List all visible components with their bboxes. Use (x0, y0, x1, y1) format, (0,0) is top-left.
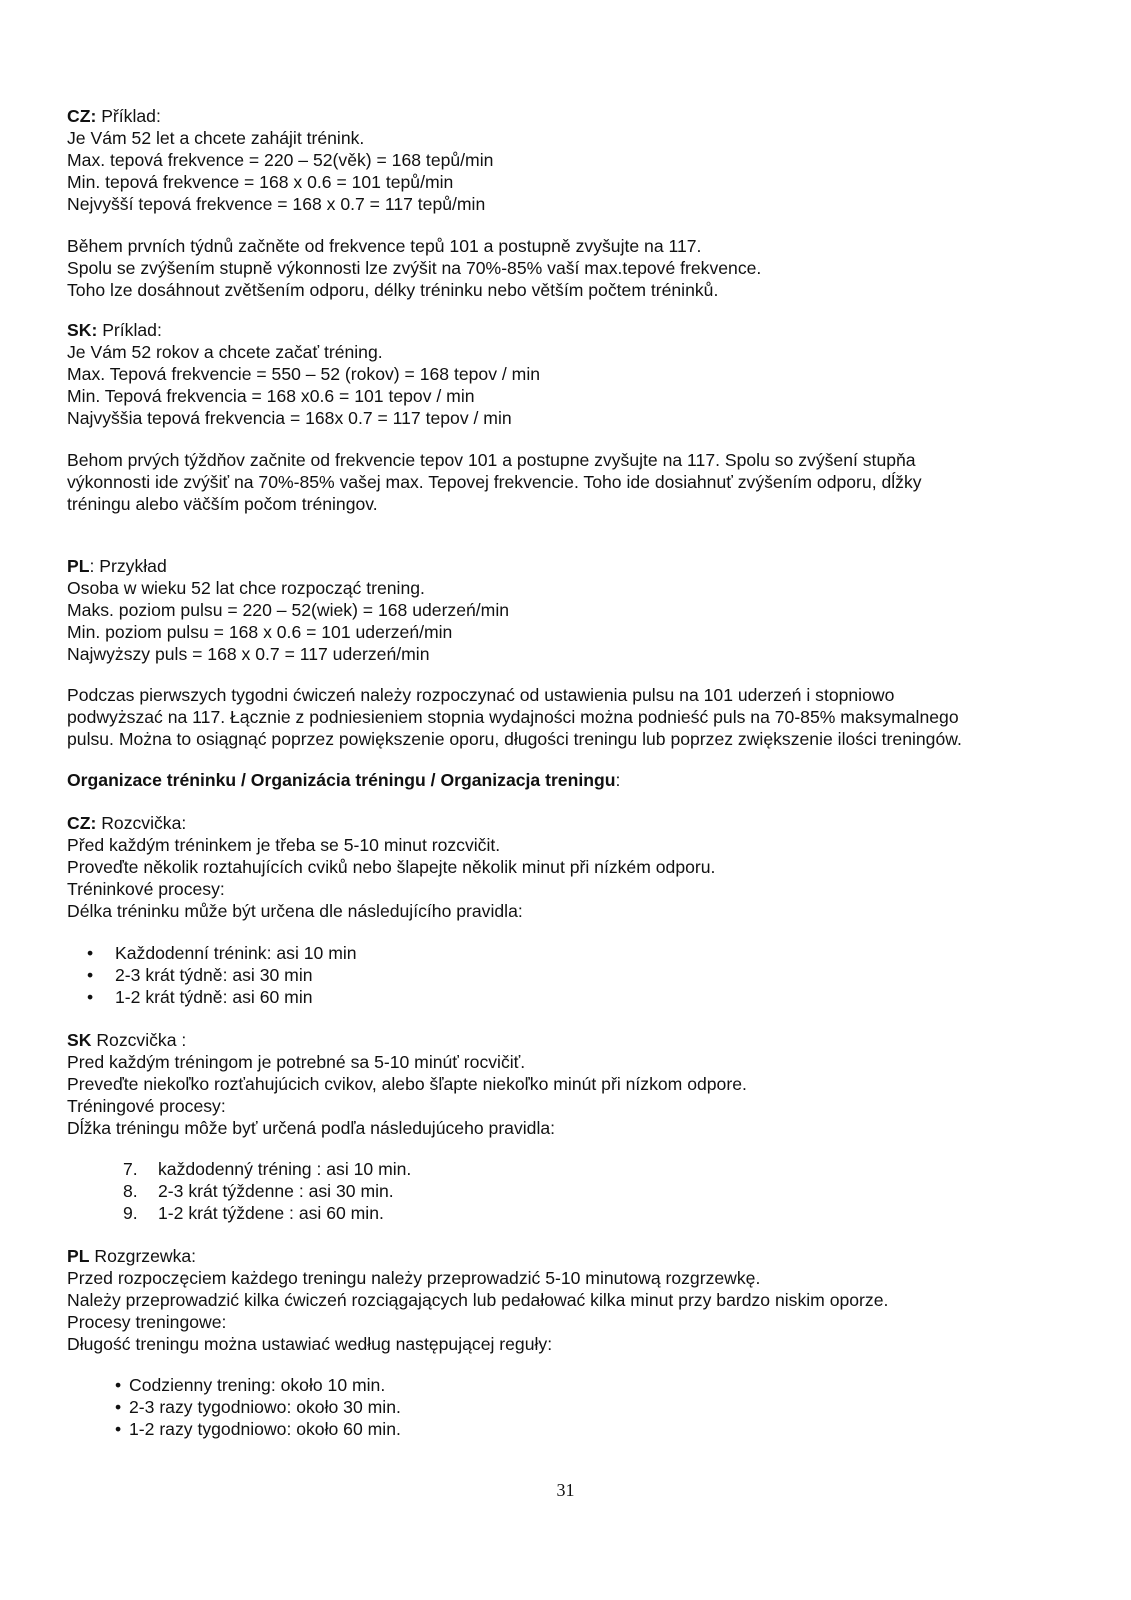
list-item: • Každodenní trénink: asi 10 min (87, 943, 357, 963)
list-item: • 2-3 razy tygodniowo: około 30 min. (115, 1397, 401, 1417)
sk-example-section (67, 319, 1067, 429)
cz-example-line: Je Vám 52 let a chcete zahájit trénink. (67, 128, 365, 148)
sk-warmup-numbered-list (67, 1158, 1067, 1224)
bullet-icon: • (115, 1375, 122, 1395)
organization-heading: Organizace tréninku / Organizácia tréningu / Organizacja treningu: (67, 770, 621, 790)
bullet-icon: • (87, 965, 94, 985)
cz-example-line: Nejvyšší tepová frekvence = 168 x 0.7 = 117 tepů/min (67, 194, 486, 214)
sk-warmup-line: Tréningové procesy: (67, 1096, 226, 1116)
paragraph-line: Behom prvých týždňov začnite od frekvencie tepov 101 a postupne zvyšujte na 117. Spolu so zvýšení stupňa (67, 450, 916, 470)
cz-example-line: Max. tepová frekvence = 220 – 52(věk) = 168 tepů/min (67, 150, 494, 170)
sk-example-paragraph (67, 449, 1067, 515)
bullet-icon: • (87, 943, 94, 963)
cz-example-paragraph (67, 235, 1067, 301)
list-item: 7. každodenný tréning : asi 10 min. (123, 1159, 412, 1179)
pl-example-heading: PL: Przykład (67, 556, 167, 576)
paragraph-line: Spolu se zvýšením stupně výkonnosti lze zvýšit na 70%-85% vaší max.tepové frekvence. (67, 258, 762, 278)
pl-warmup-line: Procesy treningowe: (67, 1312, 227, 1332)
bullet-icon: • (115, 1419, 122, 1439)
cz-warmup-line: Délka tréninku může být určena dle následujícího pravidla: (67, 901, 523, 921)
pl-warmup-bullets (67, 1374, 1067, 1440)
sk-warmup-heading: SK Rozcvička : (67, 1030, 187, 1050)
bullet-icon: • (87, 987, 94, 1007)
paragraph-line: výkonnosti ide zvýšiť na 70%-85% vašej max. Tepovej frekvencie. Toho ide dosiahnuť zvýšením odporu, dĺžky (67, 472, 922, 492)
sk-example-heading: SK: Príklad: (67, 320, 162, 340)
sk-warmup-line: Pred každým tréningom je potrebné sa 5-10 minúť rocvičiť. (67, 1052, 526, 1072)
pl-example-line: Najwyższy puls = 168 x 0.7 = 117 uderzeń/min (67, 644, 430, 664)
list-item: 8. 2-3 krát týždenne : asi 30 min. (123, 1181, 394, 1201)
cz-example-section (67, 105, 1067, 215)
pl-example-line: Osoba w wieku 52 lat chce rozpocząć trening. (67, 578, 425, 598)
cz-warmup-section (67, 812, 1067, 922)
bullet-icon: • (115, 1397, 122, 1417)
cz-warmup-bullets (67, 942, 1067, 1008)
list-item: • 1-2 razy tygodniowo: około 60 min. (115, 1419, 401, 1439)
list-item: • 2-3 krát týdně: asi 30 min (87, 965, 313, 985)
sk-warmup-section (67, 1029, 1067, 1139)
paragraph-line: Během prvních týdnů začněte od frekvence tepů 101 a postupně zvyšujte na 117. (67, 236, 702, 256)
sk-example-line: Min. Tepová frekvencia = 168 x0.6 = 101 tepov / min (67, 386, 475, 406)
sk-example-line: Najvyššia tepová frekvencia = 168x 0.7 = 117 tepov / min (67, 408, 512, 428)
cz-warmup-line: Před každým tréninkem je třeba se 5-10 minut rozcvičit. (67, 835, 501, 855)
cz-warmup-line: Proveďte několik roztahujících cviků nebo šlapejte několik minut při nízkém odporu. (67, 857, 716, 877)
cz-example-heading: CZ: Příklad: (67, 106, 161, 126)
paragraph-line: Podczas pierwszych tygodni ćwiczeń należy rozpoczynać od ustawienia pulsu na 101 uderzeń i stopniowo (67, 685, 895, 705)
pl-warmup-line: Długość treningu można ustawiać według następującej reguły: (67, 1334, 553, 1354)
page-number: 31 (556, 1480, 575, 1500)
pl-example-paragraph (67, 684, 1067, 750)
paragraph-line: tréningu alebo väčším počom tréningov. (67, 494, 378, 514)
paragraph-line: podwyższać na 117. Łącznie z podniesieniem stopnia wydajności można podnieść puls na 70-85% maksymalnego (67, 707, 959, 727)
sk-warmup-line: Preveďte niekoľko rozťahujúcich cvikov, alebo šľapte niekoľko minút při nízkom odpore. (67, 1074, 747, 1094)
pl-warmup-line: Należy przeprowadzić kilka ćwiczeń rozciągających lub pedałować kilka minut przy bardzo niskim oporze. (67, 1290, 889, 1310)
pl-example-line: Maks. poziom pulsu = 220 – 52(wiek) = 168 uderzeń/min (67, 600, 510, 620)
pl-warmup-line: Przed rozpoczęciem każdego treningu należy przeprowadzić 5-10 minutową rozgrzewkę. (67, 1268, 761, 1288)
sk-example-line: Max. Tepová frekvencie = 550 – 52 (rokov) = 168 tepov / min (67, 364, 541, 384)
pl-example-section (67, 555, 1067, 665)
paragraph-line: pulsu. Można to osiągnąć poprzez powiększenie oporu, długości treningu lub poprzez zwiększenie ilości treningów. (67, 729, 962, 749)
pl-warmup-heading: PL Rozgrzewka: (67, 1246, 197, 1266)
pl-warmup-section (67, 1245, 1067, 1355)
pl-example-line: Min. poziom pulsu = 168 x 0.6 = 101 uderzeń/min (67, 622, 453, 642)
cz-warmup-heading: CZ: Rozcvička: (67, 813, 187, 833)
sk-warmup-line: Dĺžka tréningu môže byť určená podľa následujúceho pravidla: (67, 1118, 556, 1138)
list-item: • 1-2 krát týdně: asi 60 min (87, 987, 313, 1007)
paragraph-line: Toho lze dosáhnout zvětšením odporu, délky tréninku nebo větším počtem tréninků. (67, 280, 719, 300)
list-item: 9. 1-2 krát týždene : asi 60 min. (123, 1203, 384, 1223)
list-item: • Codzienny trening: około 10 min. (115, 1375, 386, 1395)
cz-example-line: Min. tepová frekvence = 168 x 0.6 = 101 tepů/min (67, 172, 454, 192)
cz-warmup-line: Tréninkové procesy: (67, 879, 225, 899)
sk-example-line: Je Vám 52 rokov a chcete začať tréning. (67, 342, 383, 362)
